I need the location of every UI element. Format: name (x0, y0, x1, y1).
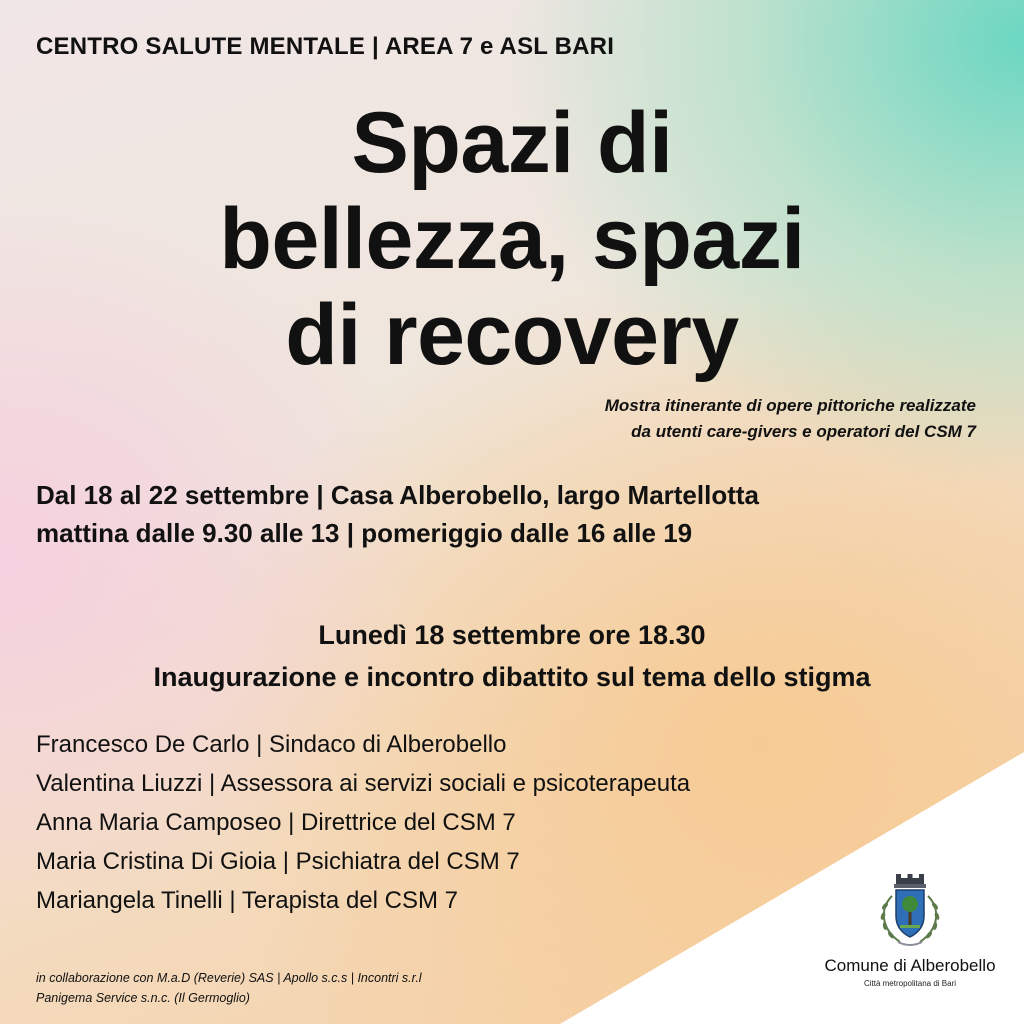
speaker-item: Mariangela Tinelli | Terapista del CSM 7 (36, 887, 458, 914)
speaker-item: Anna Maria Camposeo | Direttrice del CSM 7 (36, 809, 516, 836)
event-date: Lunedì 18 settembre ore 18.30 (318, 620, 706, 650)
hours-line: mattina dalle 9.30 alle 13 | pomeriggio dalle 16 alle 19 (36, 518, 693, 548)
municipality-subtitle: Città metropolitana di Bari (863, 979, 957, 988)
speaker-item: Valentina Liuzzi | Assessora ai servizi sociali e psicoterapeuta (36, 770, 691, 797)
exhibition-subtitle (605, 393, 976, 445)
municipality-logo (800, 872, 1020, 1002)
title-line: Spazi di (351, 95, 673, 191)
subtitle-line: Mostra itinerante di opere pittoriche realizzate (604, 396, 976, 415)
speaker-item: Francesco De Carlo | Sindaco di Alberobello (36, 731, 507, 758)
municipality-name: Comune di Alberobello (824, 956, 996, 975)
organizer-header: CENTRO SALUTE MENTALE | AREA 7 e ASL BARI (36, 33, 615, 60)
municipal-crest-icon (870, 872, 950, 952)
speakers-list (36, 725, 690, 920)
title-line: di recovery (285, 287, 739, 383)
collaboration-line: Panigema Service s.n.c. (Il Germoglio) (36, 991, 250, 1005)
title-line: bellezza, spazi (219, 191, 805, 287)
collaboration-note (36, 968, 422, 1008)
opening-event (0, 614, 1024, 698)
dates-location (36, 476, 759, 552)
exhibition-title (0, 95, 1024, 383)
collaboration-line: in collaborazione con M.a.D (Reverie) SAS | Apollo s.c.s | Incontri s.r.l (36, 971, 422, 985)
speaker-item: Maria Cristina Di Gioia | Psichiatra del CSM 7 (36, 848, 520, 875)
subtitle-line: da utenti care-givers e operatori del CSM 7 (631, 422, 976, 441)
event-description: Inaugurazione e incontro dibattito sul tema dello stigma (153, 662, 871, 692)
dates-line: Dal 18 al 22 settembre | Casa Alberobello, largo Martellotta (36, 480, 759, 510)
